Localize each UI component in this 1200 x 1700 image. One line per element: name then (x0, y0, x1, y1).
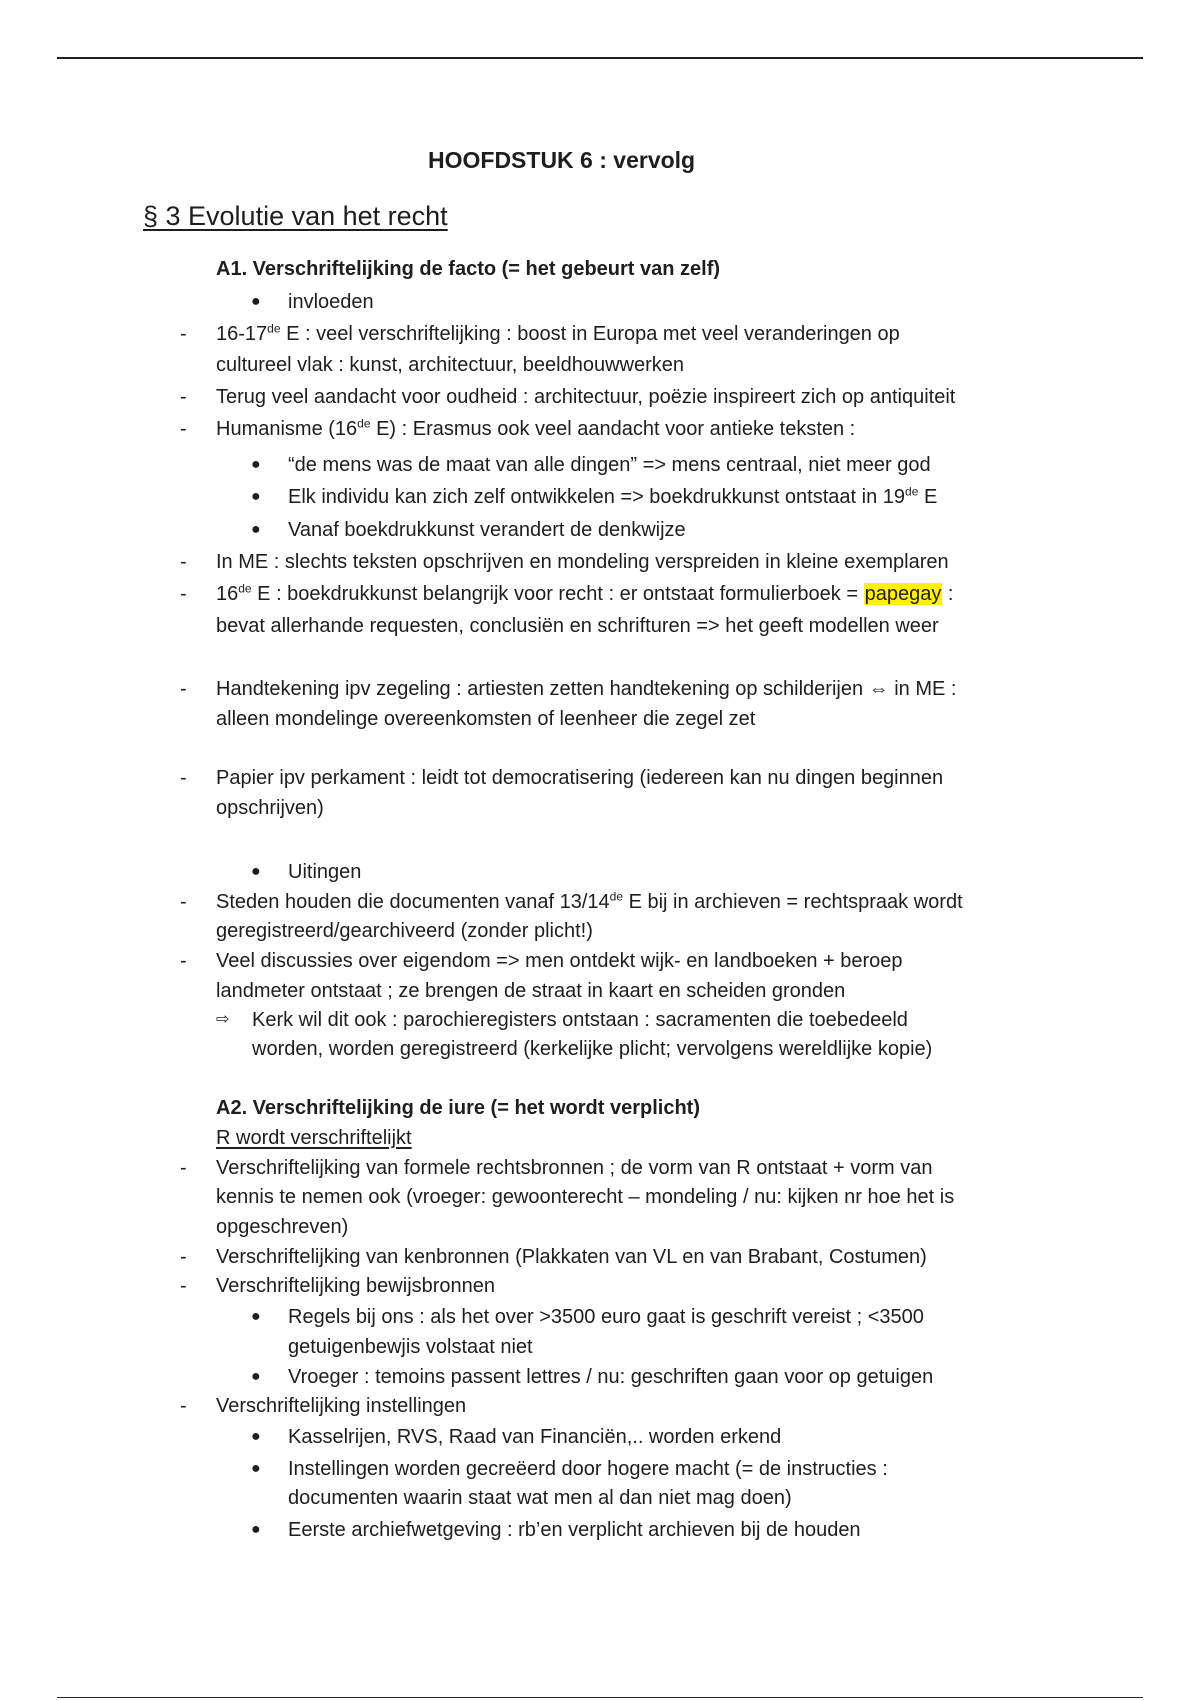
list-item-cont: opschrijven) (216, 797, 324, 819)
a2-heading: A2. Verschriftelijking de iure (= het wordt verplicht) (216, 1097, 701, 1119)
bullet-icon: ● (251, 1521, 261, 1538)
list-item: In ME : slechts teksten opschrijven en mondeling verspreiden in kleine exemplaren (216, 551, 949, 573)
list-item: Papier ipv perkament : leidt tot democratisering (iedereen kan nu dingen beginnen (216, 767, 944, 789)
list-item: Vanaf boekdrukkunst verandert de denkwijze (288, 519, 686, 541)
list-item: Verschriftelijking van kenbronnen (Plakkaten van VL en van Brabant, Costumen) (216, 1246, 927, 1268)
bullet-icon: ● (251, 1308, 261, 1325)
list-item: Kerk wil dit ook : parochieregisters ontstaan : sacramenten die toebedeeld (252, 1009, 908, 1031)
list-item-cont: alleen mondelinge overeenkomsten of leenheer die zegel zet (216, 708, 756, 730)
dash-icon: - (180, 583, 187, 605)
list-item: Terug veel aandacht voor oudheid : architectuur, poëzie inspireert zich op antiquiteit (216, 386, 956, 408)
dash-icon: - (180, 551, 187, 573)
bullet-icon: ● (251, 1368, 261, 1385)
list-item: Vroeger : temoins passent lettres / nu: geschriften gaan voor op getuigen (288, 1366, 934, 1388)
dash-icon: - (180, 891, 187, 913)
dash-icon: - (180, 386, 187, 408)
bullet-icon: ● (251, 521, 261, 538)
a1-heading: A1. Verschriftelijking de facto (= het gebeurt van zelf) (216, 258, 721, 280)
dash-icon: - (180, 1246, 187, 1268)
list-item: Humanisme (16de E) : Erasmus ook veel aandacht voor antieke teksten : (216, 416, 856, 440)
arrow-icon: ⇨ (216, 1011, 230, 1028)
dash-icon: - (180, 418, 187, 440)
list-item: Regels bij ons : als het over >3500 euro gaat is geschrift vereist ; <3500 (288, 1306, 924, 1328)
list-item: Elk individu kan zich zelf ontwikkelen => boekdrukkunst ontstaat in 19de E (288, 484, 938, 508)
list-item: 16-17de E : veel verschriftelijking : boost in Europa met veel veranderingen op (216, 321, 900, 345)
section-heading: § 3 Evolutie van het recht (143, 201, 448, 231)
bullet-icon: ● (251, 1460, 261, 1477)
list-item: Kasselrijen, RVS, Raad van Financiën,.. worden erkend (288, 1426, 782, 1448)
list-item: Verschriftelijking van formele rechtsbronnen ; de vorm van R ontstaat + vorm van (216, 1157, 933, 1179)
bottom-rule (57, 1697, 1143, 1698)
dash-icon: - (180, 678, 187, 700)
dash-icon: - (180, 1395, 187, 1417)
dash-icon: - (180, 767, 187, 789)
dash-icon: - (180, 1157, 187, 1179)
dash-icon: - (180, 323, 187, 345)
dash-icon: - (180, 1275, 187, 1297)
dash-icon: - (180, 950, 187, 972)
list-item-cont: geregistreerd/gearchiveerd (zonder plicht!) (216, 920, 593, 942)
list-item: Uitingen (288, 861, 362, 883)
list-item-cont: documenten waarin staat wat men al dan niet mag doen) (288, 1487, 792, 1509)
list-item: Instellingen worden gecreëerd door hogere macht (= de instructies : (288, 1458, 888, 1480)
bullet-icon: ● (251, 488, 261, 505)
list-item: Steden houden die documenten vanaf 13/14de E bij in archieven = rechtspraak wordt (216, 889, 963, 913)
list-item: 16de E : boekdrukkunst belangrijk voor recht : er ontstaat formulierboek = papegay : (216, 581, 954, 605)
a2-subheading: R wordt verschriftelijkt (216, 1127, 412, 1149)
bullet-icon: ● (251, 293, 261, 310)
page-title: HOOFDSTUK 6 : vervolg (428, 147, 696, 173)
list-item: “de mens was de maat van alle dingen” => mens centraal, niet meer god (288, 454, 931, 476)
list-item: invloeden (288, 291, 374, 313)
list-item-cont: worden, worden geregistreerd (kerkelijke plicht; vervolgens wereldlijke kopie) (252, 1038, 933, 1060)
list-item-cont: cultureel vlak : kunst, architectuur, beeldhouwwerken (216, 354, 685, 376)
list-item-cont: landmeter ontstaat ; ze brengen de straat in kaart en scheiden gronden (216, 980, 846, 1002)
list-item-cont: opgeschreven) (216, 1216, 349, 1238)
list-item: Verschriftelijking instellingen (216, 1395, 467, 1417)
list-item-cont: getuigenbewjis volstaat niet (288, 1336, 533, 1358)
list-item: Handtekening ipv zegeling : artiesten zetten handtekening op schilderijen ⇔ in ME : (216, 678, 957, 700)
list-item-cont: bevat allerhande requesten, conclusiën en schrifturen => het geeft modellen weer (216, 615, 939, 637)
highlighted-term: papegay (864, 583, 942, 605)
bullet-icon: ● (251, 1428, 261, 1445)
list-item: Veel discussies over eigendom => men ontdekt wijk- en landboeken + beroep (216, 950, 903, 972)
list-item-cont: kennis te nemen ook (vroeger: gewoonterecht – mondeling / nu: kijken nr hoe het is (216, 1186, 955, 1208)
bullet-icon: ● (251, 863, 261, 880)
list-item: Eerste archiefwetgeving : rb’en verplicht archieven bij de houden (288, 1519, 861, 1541)
list-item: Verschriftelijking bewijsbronnen (216, 1275, 496, 1297)
top-rule (57, 57, 1143, 59)
bullet-icon: ● (251, 456, 261, 473)
